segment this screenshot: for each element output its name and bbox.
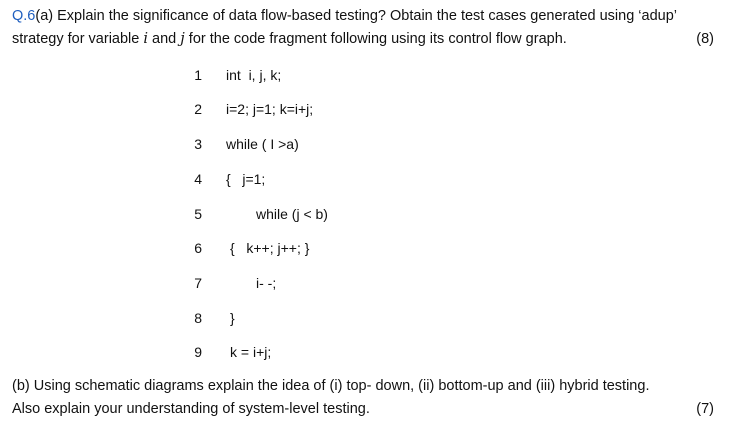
line-number: 2 [194,101,202,117]
variable-j: j [180,31,185,47]
variable-i: i [143,31,149,47]
question-a-line2-start: strategy for variable [12,31,144,47]
code-line: int i, j, k; [226,67,282,83]
question-a-line2-end: for the code fragment following using its control flow graph. [184,31,567,47]
code-line: i- -; [256,275,277,291]
question-a-text: (a) Explain the significance of data flow-based testing? Obtain the test cases generated using ‘adup’ [35,8,677,24]
line-number: 7 [194,275,202,291]
line-number: 3 [194,136,202,152]
marks-a: (8) [696,31,714,47]
code-line: { j=1; [226,171,266,187]
line-number: 1 [194,67,202,83]
line-number: 9 [194,344,202,360]
line-number: 5 [194,206,202,222]
question-a-line-2 [12,29,567,49]
code-line: k = i+j; [230,344,272,360]
code-line: } [230,310,235,326]
marks-b: (7) [696,401,714,417]
line-number: 6 [194,240,202,256]
question-b-line-2: Also explain your understanding of system-level testing. [12,401,370,417]
and-word: and [148,31,181,47]
line-number: 4 [194,171,202,187]
code-line: while ( I >a) [226,136,299,152]
question-a-line-1 [12,6,677,26]
question-b-line-1: (b) Using schematic diagrams explain the idea of (i) top- down, (ii) bottom-up and (iii) hybrid testing. [12,378,650,394]
code-line: i=2; j=1; k=i+j; [226,101,314,117]
question-number: Q.6 [12,8,36,24]
line-number: 8 [194,310,202,326]
code-line: { k++; j++; } [230,240,310,256]
code-line: while (j < b) [256,206,328,222]
